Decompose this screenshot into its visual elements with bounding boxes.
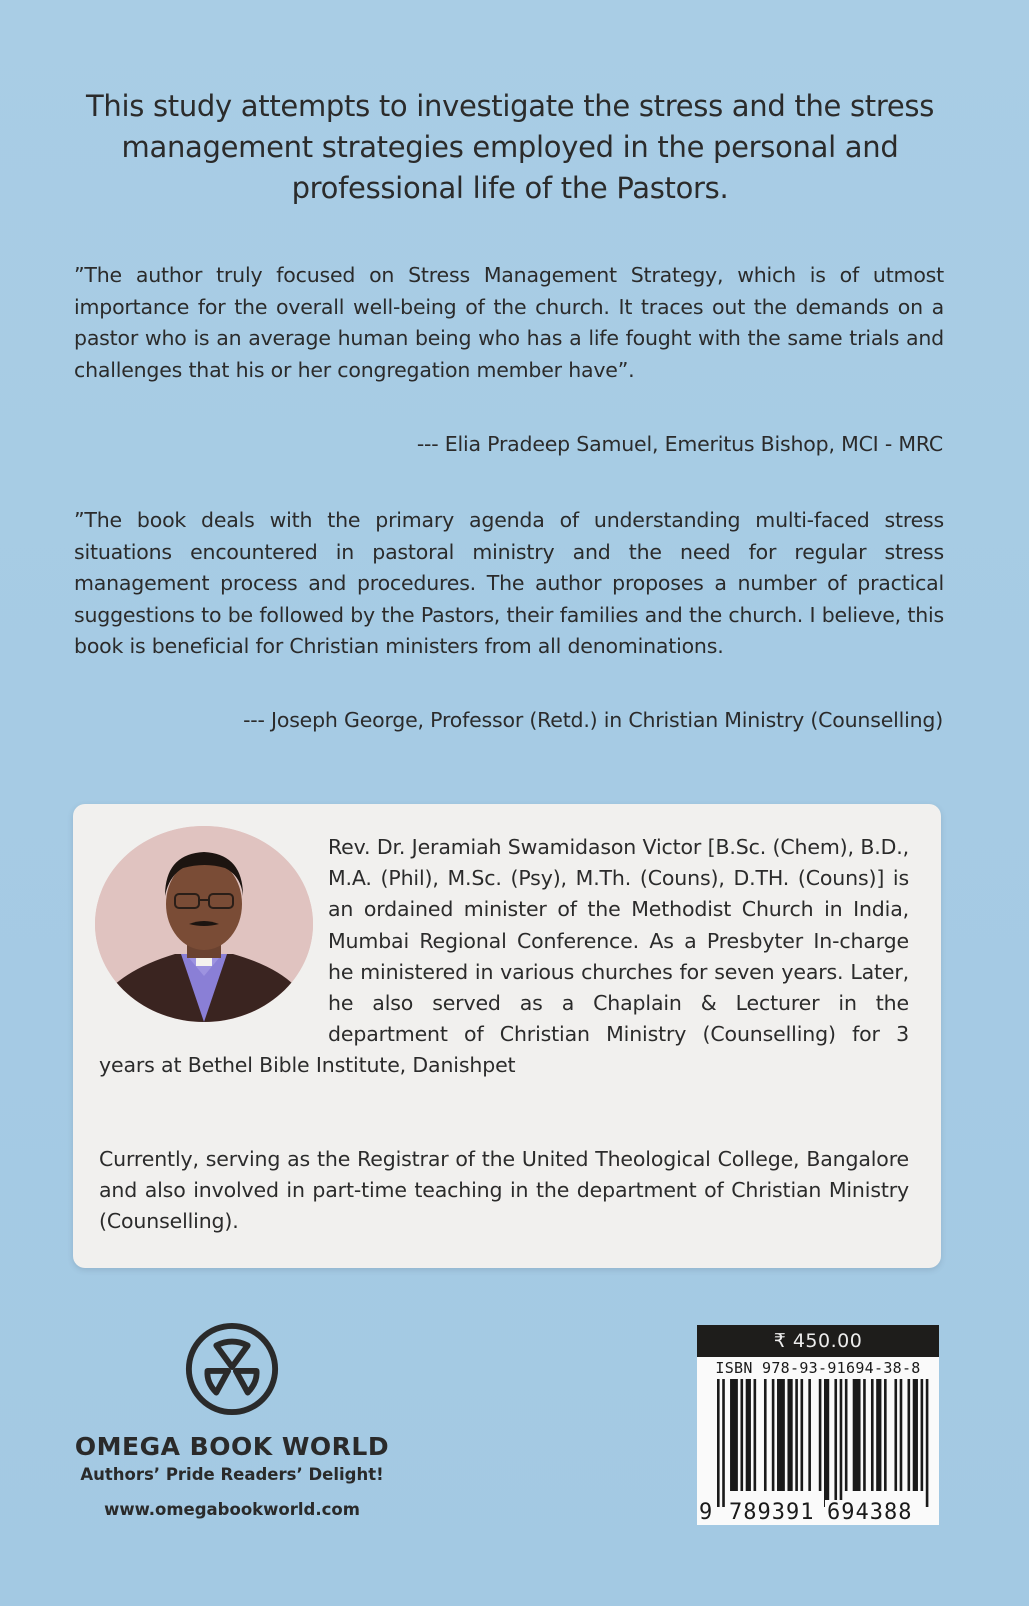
endorsement-attribution-1: --- Elia Pradeep Samuel, Emeritus Bishop, MCI - MRC bbox=[416, 432, 943, 456]
barcode-area bbox=[697, 1357, 939, 1525]
publisher-name: OMEGA BOOK WORLD bbox=[74, 1432, 390, 1461]
author-portrait-icon bbox=[95, 826, 313, 1022]
barcode-bar bbox=[824, 1379, 829, 1507]
barcode-bar bbox=[764, 1379, 767, 1491]
barcode-bar bbox=[740, 1379, 743, 1491]
barcode-bar bbox=[722, 1379, 725, 1507]
price-barcode-box bbox=[697, 1325, 939, 1525]
barcode-bar bbox=[884, 1379, 887, 1491]
barcode-bar bbox=[926, 1379, 929, 1507]
barcode-bar bbox=[921, 1379, 924, 1491]
omega-logo-icon bbox=[183, 1320, 281, 1418]
barcode-bar bbox=[840, 1379, 843, 1507]
barcode-bar bbox=[845, 1379, 848, 1491]
barcode-bar bbox=[787, 1379, 792, 1491]
author-portrait-svg bbox=[95, 826, 313, 1022]
barcode-bar bbox=[717, 1379, 720, 1507]
barcode-bar bbox=[908, 1379, 911, 1491]
endorsement-attribution-2: --- Joseph George, Professor (Retd.) in Christian Ministry (Counselling) bbox=[243, 708, 943, 732]
tagline: This study attempts to investigate the stress and the stress management strategies employed in the personal and professional life of the Pastors. bbox=[85, 89, 935, 205]
barcode-bar bbox=[894, 1379, 897, 1491]
barcode-bar bbox=[876, 1379, 881, 1491]
barcode-bar bbox=[746, 1379, 751, 1491]
ean-digits bbox=[697, 1499, 939, 1525]
barcode-bar bbox=[730, 1379, 738, 1491]
price-label: ₹ 450.00 bbox=[697, 1325, 939, 1357]
barcode-bar bbox=[801, 1379, 804, 1491]
ean-left-digits: 789391 bbox=[729, 1500, 815, 1525]
author-bio-paragraph-2: Currently, serving as the Registrar of the United Theological College, Bangalore and also involved in part-time teaching in the department of Christian Ministry (Counselling). bbox=[99, 1147, 909, 1234]
barcode-bar bbox=[754, 1379, 757, 1491]
barcode-bar bbox=[772, 1379, 775, 1491]
author-bio-paragraph-1: Rev. Dr. Jeramiah Swamidason Victor [B.Sc. (Chem), B.D., M.A. (Phil), M.Sc. (Psy), M.Th. (Couns), D.TH. (Couns)] is an ordained minister of the Methodist Church in India, Mumbai Regional Conference. As a Presbyter In-charge he ministered in various churches for seven years. Later, he also served as a Chaplain & Lecturer in the department of Christian Ministry (Counselling) for 3 years at Bethel Bible Institute, Danishpet bbox=[99, 835, 909, 1078]
barcode-bar bbox=[900, 1379, 903, 1491]
barcode-bar bbox=[777, 1379, 785, 1491]
barcode-bar bbox=[819, 1379, 822, 1491]
barcode-bar bbox=[871, 1379, 874, 1491]
author-card bbox=[73, 804, 941, 1268]
publisher-url[interactable]: www.omegabookworld.com bbox=[104, 1500, 360, 1519]
endorsement-quote-2: ”The book deals with the primary agenda of understanding multi-faced stress situations encountered in pastoral ministry and the need for regular stress management process and procedures. The author proposes a number of practical suggestions to be followed by the Pastors, their families and the church. I believe, this book is beneficial for Christian ministers from all denominations. bbox=[74, 508, 944, 658]
barcode-bar bbox=[853, 1379, 861, 1491]
publisher-block bbox=[62, 1320, 402, 1519]
barcode-bar bbox=[834, 1379, 837, 1507]
barcode-bar bbox=[808, 1379, 811, 1491]
ean-right-digits: 694388 bbox=[827, 1500, 913, 1525]
endorsement-quote-1: ”The author truly focused on Stress Management Strategy, which is of utmost importance for the overall well-being of the church. It traces out the demands on a pastor who is an average human being who has a life fought with the same trials and challenges that his or her congregation member have”. bbox=[74, 263, 944, 382]
isbn-text: ISBN 978-93-91694-38-8 bbox=[715, 1359, 921, 1377]
barcode-bar bbox=[795, 1379, 798, 1491]
ean-first-digit: 9 bbox=[699, 1500, 713, 1525]
barcode-bar bbox=[863, 1379, 866, 1491]
barcode-icon bbox=[717, 1379, 931, 1507]
barcode-bar bbox=[913, 1379, 918, 1491]
publisher-slogan: Authors’ Pride Readers’ Delight! bbox=[80, 1465, 384, 1484]
